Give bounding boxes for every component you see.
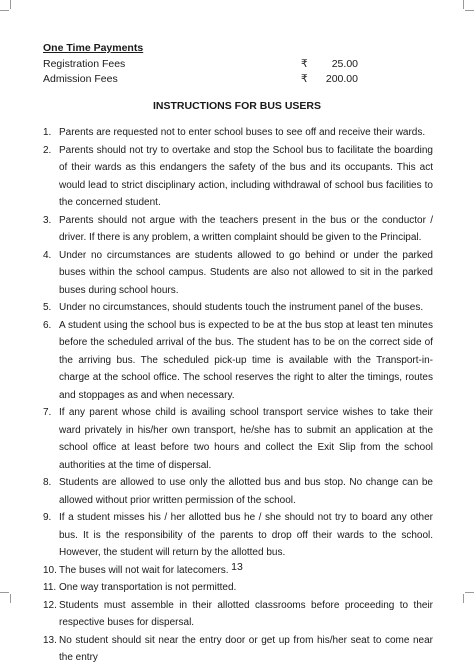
instruction-item (43, 474, 433, 509)
crop-mark (465, 592, 474, 593)
instruction-item (43, 597, 433, 632)
instruction-number: 10. (43, 564, 57, 576)
section-title: INSTRUCTIONS FOR BUS USERS (152, 100, 321, 112)
instruction-number: 2. (43, 144, 52, 156)
crop-mark (10, 0, 11, 9)
instruction-text: If any parent whose child is availing school transport service wishes to take their ward privately in his/her own transport, he/she has to submit an application at the school office at least before two hours and collect the Exit Slip from the school authorities at the time of dispersal. (59, 407, 433, 471)
crop-mark (10, 594, 11, 603)
crop-mark (463, 0, 464, 9)
crop-mark (0, 592, 9, 593)
fee-row-admission (43, 73, 358, 87)
instruction-text: Under no circumstances, should students touch the instrument panel of the buses. (59, 302, 424, 313)
rupee-symbol: ₹ (301, 73, 308, 85)
instruction-text: The buses will not wait for latecomers. (59, 564, 229, 576)
instruction-item (43, 299, 433, 317)
instruction-item (43, 247, 433, 300)
instruction-number: 9. (43, 512, 52, 523)
page-number: 13 (231, 561, 243, 573)
instruction-text: One way transportation is not permitted. (59, 582, 237, 593)
instruction-text: Parents should not try to overtake and stop the School bus to facilitate the boarding of their wards as this endangers the safety of the bus and its occupants. This act would lead to strict disciplinary action, including withdrawal of school bus facilities to the concerned student. (59, 144, 433, 208)
instruction-item (43, 509, 433, 562)
instruction-text: Students must assemble in their allotted classrooms before proceeding to their respective buses for dispersal. (59, 599, 433, 628)
instruction-number: 4. (43, 249, 52, 261)
instruction-item (43, 579, 433, 597)
instruction-number: 12. (43, 599, 57, 611)
fee-label: Registration Fees (43, 58, 126, 70)
instruction-item (43, 317, 433, 405)
rupee-symbol: ₹ (301, 58, 308, 70)
fee-label: Admission Fees (43, 73, 118, 85)
instruction-text: If a student misses his / her allotted bus he / she should not try to board any other bus. It is the responsibility of the parents to drop off their wards to the school. However, the student will return by the allotted bus. (59, 512, 433, 558)
crop-mark (463, 594, 464, 603)
instruction-item (43, 212, 433, 247)
instruction-number: 7. (43, 407, 52, 418)
instruction-number: 11. (43, 582, 57, 593)
instruction-item (43, 124, 433, 142)
fees-heading: One Time Payments (43, 42, 144, 54)
instruction-number: 5. (43, 302, 52, 313)
instruction-number: 3. (43, 214, 52, 226)
instruction-text: Parents are requested not to enter school buses to see off and receive their wards. (59, 127, 426, 138)
instruction-item (43, 142, 433, 212)
crop-mark (0, 10, 9, 11)
instruction-item (43, 632, 433, 667)
instruction-text: Parents should not argue with the teachers present in the bus or the conductor / driver. If there is any problem, a written complaint should be given to the Principal. (59, 214, 433, 243)
instruction-text: A student using the school bus is expected to be at the bus stop at least ten minutes before the scheduled arrival of the bus. The student has to be on the correct side of the arriving bus. The scheduled pick-up time is available with the Transport-in-charge at the school office. The school reserves the right to alter the timings, routes and stoppages as and when necessary. (59, 319, 433, 401)
instruction-number: 13. (43, 634, 57, 646)
instruction-number: 8. (43, 477, 52, 488)
fee-amount: 25.00 (331, 58, 358, 70)
instructions-list (43, 124, 433, 667)
instruction-number: 1. (43, 127, 52, 138)
instruction-text: No student should sit near the entry door or get up from his/her seat to come near the entry (59, 634, 433, 663)
crop-mark (465, 10, 474, 11)
fee-amount: 200.00 (325, 73, 358, 85)
instruction-text: Students are allowed to use only the allotted bus and bus stop. No change can be allowed without prior written permission of the school. (59, 477, 433, 506)
instruction-text: Under no circumstances are students allowed to go behind or under the parked buses within the school campus. Students are also not allowed to sit in the parked buses during school hours. (59, 249, 433, 296)
fee-row-registration (43, 58, 358, 72)
instruction-number: 6. (43, 319, 52, 331)
instruction-item (43, 404, 433, 474)
